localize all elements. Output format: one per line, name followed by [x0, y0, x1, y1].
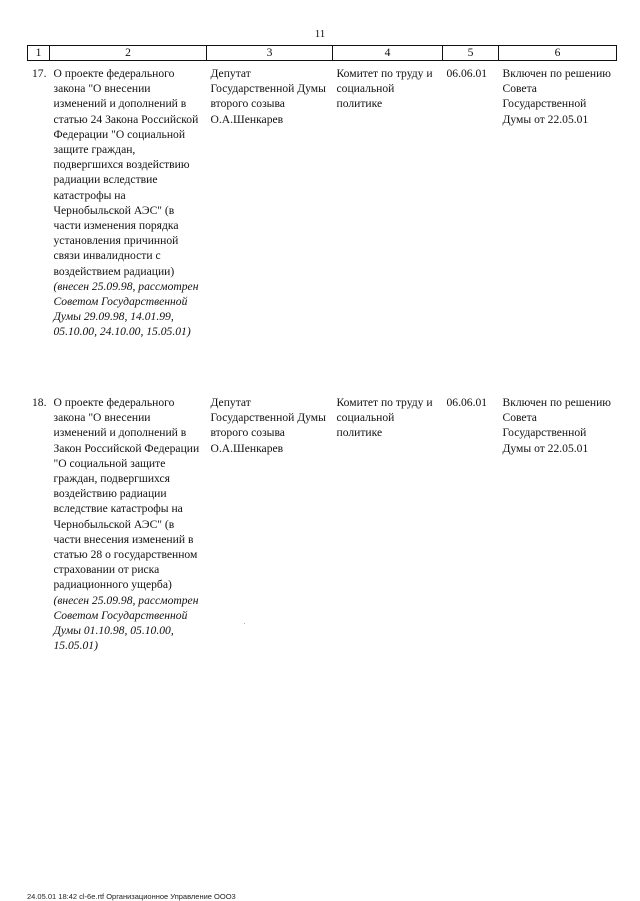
bills-table — [27, 45, 617, 653]
scan-speck — [244, 623, 245, 624]
row-number: 18. — [32, 396, 47, 409]
column-header: 2 — [50, 46, 207, 61]
column-header: 1 — [28, 46, 50, 61]
committee-cell: Комитет по труду и социальной политике — [336, 67, 433, 111]
initiator-cell: Депутат Государственной Думы второго созыва О.А.Шенкарев — [210, 396, 326, 455]
page-number: 11 — [314, 28, 326, 40]
column-header: 4 — [333, 46, 443, 61]
bill-title: О проекте федерального закона "О внесении изменений и дополнений в Закон Российской Федерации "О социальной защите граждан, подвергшихся воздействию радиации вследствие катастрофы на Чернобыльской АЭС" (в части внесения изменений в статью 28 о государственном страховании от риска радиационного ущерба) — [53, 396, 200, 592]
initiator-cell: Депутат Государственной Думы второго созыва О.А.Шенкарев — [210, 67, 326, 126]
column-header: 3 — [207, 46, 333, 61]
bill-note: (внесен 25.09.98, рассмотрен Советом Государственной Думы 01.10.98, 05.10.00, 15.05.01) — [53, 593, 199, 653]
header-row — [28, 46, 617, 61]
bill-note: (внесен 25.09.98, рассмотрен Советом Государственной Думы 29.09.98, 14.01.99, 05.10.00, 24.10.00, 15.05.01) — [53, 279, 199, 339]
table-row — [28, 61, 617, 392]
bill-title: О проекте федерального закона "О внесении изменений и дополнений в статью 24 Закона Российской Федерации "О социальной защите граждан, подвергшихся воздействию радиации вследствие катастрофы на Чернобыльской АЭС" (в части изменения порядка установления причинной связи инвалидности с воздействием радиации) — [53, 67, 199, 278]
date-cell: 06.06.01 — [446, 396, 488, 409]
status-cell: Включен по решению Совета Государственной Думы от 22.05.01 — [502, 396, 611, 455]
print-footer: 24.05.01 18:42 cl-6e.rtf Организационное Управление ООО3 — [27, 892, 236, 901]
bill-cell — [50, 61, 207, 392]
row-number: 17. — [32, 67, 47, 80]
table-row — [28, 391, 617, 653]
committee-cell: Комитет по труду и социальной политике — [336, 396, 433, 440]
status-cell: Включен по решению Совета Государственной Думы от 22.05.01 — [502, 67, 611, 126]
bill-cell — [50, 391, 207, 653]
column-header: 5 — [443, 46, 499, 61]
date-cell: 06.06.01 — [446, 67, 488, 80]
table-header — [28, 46, 617, 61]
column-header: 6 — [499, 46, 617, 61]
